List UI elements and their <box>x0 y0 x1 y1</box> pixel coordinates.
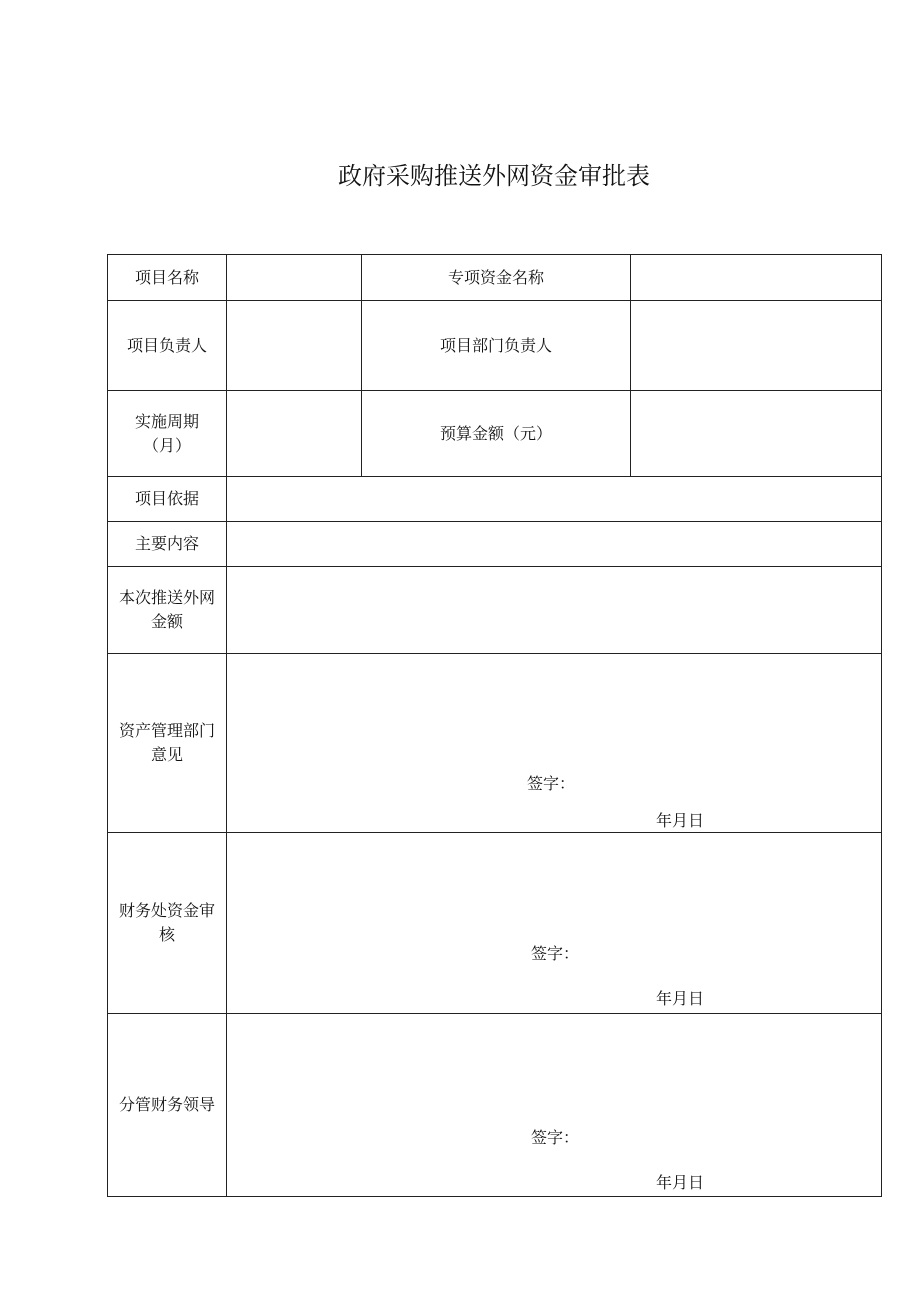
label-budget-amount: 预算金额（元） <box>362 391 631 477</box>
label-period-line2: （月） <box>142 435 191 455</box>
value-period[interactable] <box>227 391 362 477</box>
row-push-amount <box>108 567 882 654</box>
row-asset-dept-opinion <box>108 654 882 833</box>
value-push-amount[interactable] <box>227 567 882 654</box>
value-project-leader[interactable] <box>227 301 362 391</box>
value-project-name[interactable] <box>227 255 362 301</box>
label-asset-dept-line1: 资产管理部门 <box>118 721 215 740</box>
label-finance-review <box>108 833 227 1014</box>
value-dept-leader[interactable] <box>631 301 882 391</box>
row-project-leader <box>108 301 882 391</box>
label-asset-dept-line2: 意见 <box>150 745 183 764</box>
label-project-leader: 项目负责人 <box>108 301 227 391</box>
value-finance-review[interactable] <box>227 833 882 1014</box>
row-finance-leader <box>108 1014 882 1197</box>
row-project-name <box>108 255 882 301</box>
asset-dept-date-label: 年月日 <box>656 811 705 830</box>
row-project-basis <box>108 477 882 522</box>
label-project-name: 项目名称 <box>108 255 227 301</box>
value-asset-dept-opinion[interactable] <box>227 654 882 833</box>
label-asset-dept-opinion <box>108 654 227 833</box>
finance-sign-label: 签字： <box>531 944 580 963</box>
leader-sign-label: 签字： <box>531 1128 580 1147</box>
row-main-content <box>108 522 882 567</box>
label-period <box>108 391 227 477</box>
label-special-fund-name: 专项资金名称 <box>362 255 631 301</box>
form-title: 政府采购推送外网资金审批表 <box>338 162 650 190</box>
label-project-basis: 项目依据 <box>108 477 227 522</box>
asset-dept-sign-label: 签字： <box>527 774 576 793</box>
label-finance-leader: 分管财务领导 <box>108 1014 227 1197</box>
label-period-line1: 实施周期 <box>134 411 199 431</box>
label-finance-line1: 财务处资金审 <box>118 901 215 920</box>
value-finance-leader[interactable] <box>227 1014 882 1197</box>
leader-date-label: 年月日 <box>656 1173 705 1192</box>
label-push-amount-line1: 本次推送外网 <box>118 588 215 607</box>
value-main-content[interactable] <box>227 522 882 567</box>
row-finance-review <box>108 833 882 1014</box>
label-main-content: 主要内容 <box>108 522 227 567</box>
value-special-fund-name[interactable] <box>631 255 882 301</box>
label-push-amount <box>108 567 227 654</box>
finance-date-label: 年月日 <box>656 989 705 1008</box>
row-period <box>108 391 882 477</box>
label-finance-line2: 核 <box>158 925 175 944</box>
label-push-amount-line2: 金额 <box>150 612 183 631</box>
value-project-basis[interactable] <box>227 477 882 522</box>
approval-form-table <box>107 254 882 1197</box>
label-dept-leader: 项目部门负责人 <box>362 301 631 391</box>
value-budget-amount[interactable] <box>631 391 882 477</box>
